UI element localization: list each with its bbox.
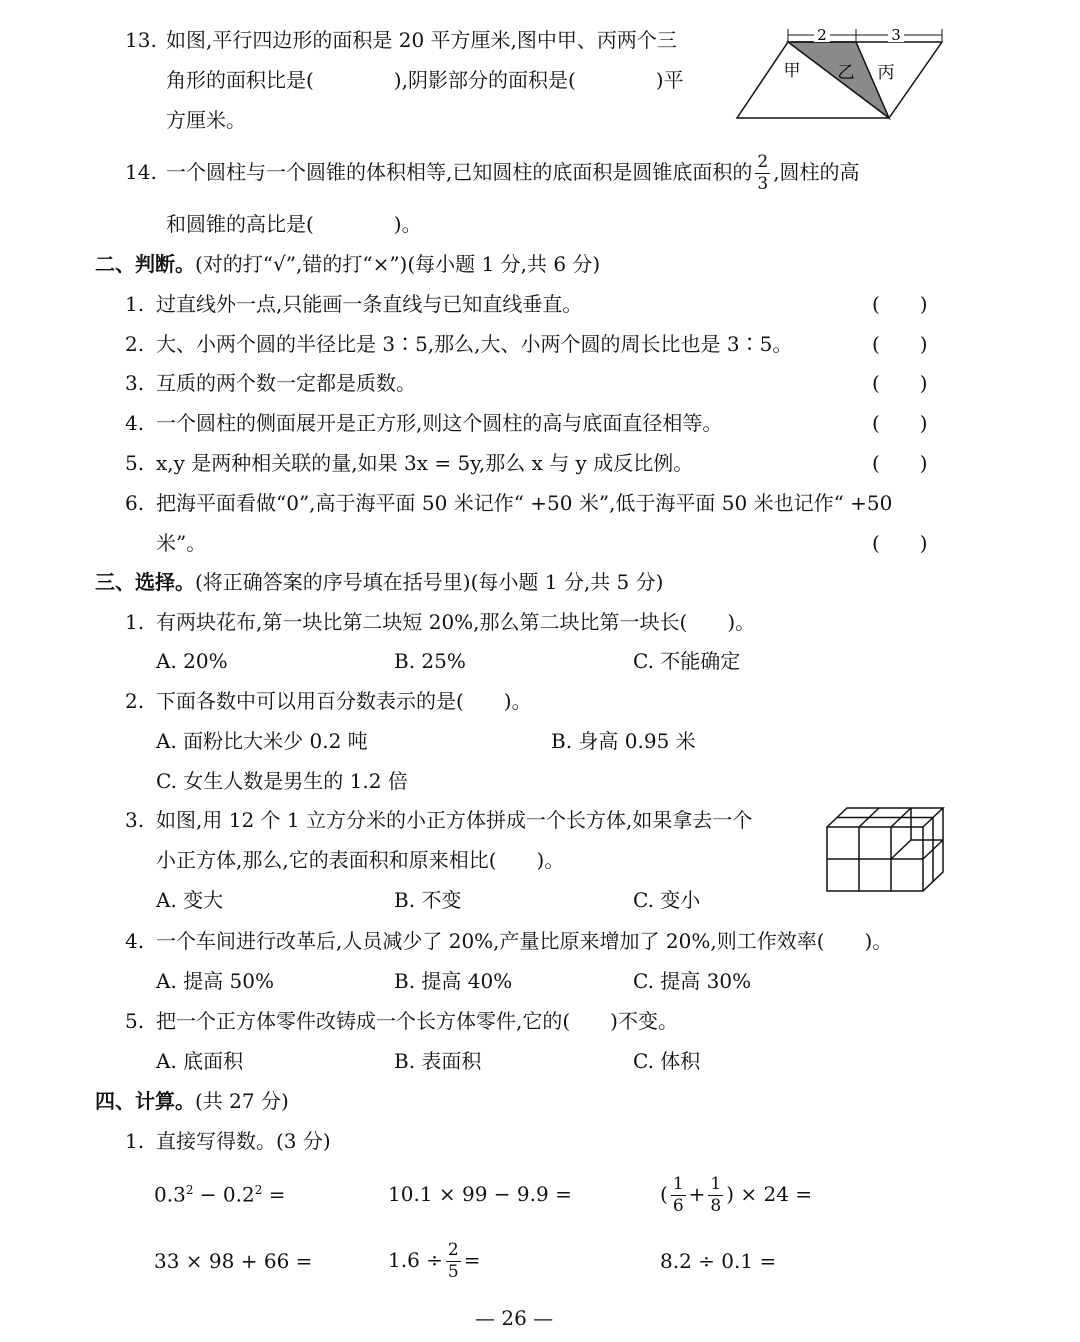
q14-number: 14. [125,160,157,184]
section4-title: 四、计算。 [95,1089,195,1113]
judge1-number: 1. [125,292,145,316]
judge4-number: 4. [125,411,145,435]
choice4-option-b[interactable]: B. 提高 40% [394,969,513,993]
calc1-base1: 0.3 [154,1182,186,1207]
label-jia: 甲 [783,61,801,81]
calc-expression-4: 33 × 98 + 66 = [154,1249,313,1273]
choice1-option-b[interactable]: B. 25% [394,649,466,673]
choice4-option-a[interactable]: A. 提高 50% [156,969,274,993]
judge3-text: 互质的两个数一定都是质数。 [156,371,416,395]
frac-numerator: 2 [447,1240,459,1260]
judge6-text-line2: 米”。 [156,531,207,555]
judge3-answer-paren[interactable]: ( ) [872,371,928,395]
q14-line1-pre: 一个圆柱与一个圆锥的体积相等,已知圆柱的底面积是圆锥底面积的 [166,160,753,184]
judge2-number: 2. [125,332,145,356]
choice2-option-b[interactable]: B. 身高 0.95 米 [551,729,696,753]
choice4-option-c[interactable]: C. 提高 30% [633,969,752,993]
choice2-text: 下面各数中可以用百分数表示的是( )。 [156,689,532,713]
cuboid-figure [822,802,946,896]
q13-line1: 如图,平行四边形的面积是 20 平方厘米,图中甲、丙两个三 [166,28,677,52]
frac-numerator: 1 [710,1174,722,1194]
choice1-text: 有两块花布,第一块比第二块短 20%,那么第二块比第一块长( )。 [156,610,756,634]
calc3-close: ) × 24 = [726,1182,813,1206]
section4-note: (共 27 分) [195,1089,289,1113]
choice5-option-b[interactable]: B. 表面积 [394,1049,482,1073]
fraction-two-fifths [446,1242,461,1281]
judge6-number: 6. [125,491,145,515]
calc1-number: 1. [125,1129,145,1153]
section4-heading [95,1091,289,1111]
calc-expression-2: 10.1 × 99 − 9.9 = [388,1182,572,1206]
choice5-text: 把一个正方体零件改铸成一个长方体零件,它的( )不变。 [156,1009,678,1033]
section2-note: (对的打“√”,错的打“×”)(每小题 1 分,共 6 分) [195,252,601,276]
judge5-answer-paren[interactable]: ( ) [872,451,928,475]
page-number: — 26 — [475,1306,554,1330]
calc3-plus: + [688,1182,706,1206]
judge3-number: 3. [125,371,145,395]
choice2-number: 2. [125,689,145,713]
choice3-line1: 如图,用 12 个 1 立方分米的小正方体拼成一个长方体,如果拿去一个 [156,808,753,832]
dim-label-2: 2 [817,26,827,44]
calc1-text: 直接写得数。(3 分) [156,1129,331,1153]
judge6-answer-paren[interactable]: ( ) [872,531,928,555]
q13-line2: 角形的面积比是( ),阴影部分的面积是( )平 [166,68,684,92]
frac-numerator: 1 [672,1174,684,1194]
choice1-option-c[interactable]: C. 不能确定 [633,649,741,673]
choice1-number: 1. [125,610,145,634]
section3-note: (将正确答案的序号填在括号里)(每小题 1 分,共 5 分) [195,570,664,594]
q14-line1 [166,146,860,198]
section2-heading [95,254,600,274]
calc5-post: = [463,1248,481,1272]
frac-denominator: 3 [757,174,769,194]
calc1-mid: − 0.2 [193,1182,255,1207]
choice3-number: 3. [125,808,145,832]
label-yi: 乙 [837,63,855,83]
choice2-option-c[interactable]: C. 女生人数是男生的 1.2 倍 [156,769,408,793]
judge5-text: x,y 是两种相关联的量,如果 3x = 5y,那么 x 与 y 成反比例。 [156,451,694,475]
fraction-one-sixth [671,1176,686,1215]
calc-expression-5 [388,1236,481,1284]
choice5-number: 5. [125,1009,145,1033]
judge6-text: 把海平面看做“0”,高于海平面 50 米记作“ +50 米”,低于海平面 50 米也记作“ +50 [156,491,893,515]
calc5-pre: 1.6 ÷ [388,1248,443,1272]
frac-numerator: 2 [757,152,769,172]
choice4-number: 4. [125,929,145,953]
label-bing: 丙 [877,63,895,83]
q13-line3: 方厘米。 [166,108,246,132]
choice3-option-c[interactable]: C. 变小 [633,888,701,912]
choice3-line2: 小正方体,那么,它的表面积和原来相比( )。 [156,848,565,872]
choice2-option-a[interactable]: A. 面粉比大米少 0.2 吨 [156,729,368,753]
q13-number: 13. [125,28,157,52]
choice5-option-c[interactable]: C. 体积 [633,1049,701,1073]
calc1-end: = [262,1182,286,1207]
fraction-one-eighth [708,1176,723,1215]
section2-title: 二、判断。 [95,252,195,276]
choice3-option-a[interactable]: A. 变大 [156,888,224,912]
judge1-text: 过直线外一点,只能画一条直线与已知直线垂直。 [156,292,583,316]
frac-denominator: 6 [672,1196,684,1216]
judge2-text: 大、小两个圆的半径比是 3∶5,那么,大、小两个圆的周长比也是 3∶5。 [156,332,793,356]
q14-line1-post: ,圆柱的高 [773,160,860,184]
judge5-number: 5. [125,451,145,475]
calc1-exp2: 2 [254,1183,263,1197]
fraction-two-thirds [755,154,770,193]
choice4-text: 一个车间进行改革后,人员减少了 20%,产量比原来增加了 20%,则工作效率( )。 [156,929,893,953]
calc1-exp1: 2 [185,1183,194,1197]
choice5-option-a[interactable]: A. 底面积 [156,1049,244,1073]
choice1-option-a[interactable]: A. 20% [156,649,228,673]
section3-title: 三、选择。 [95,570,195,594]
judge2-answer-paren[interactable]: ( ) [872,332,928,356]
parallelogram-figure [730,20,950,125]
q14-line2: 和圆锥的高比是( )。 [166,212,422,236]
calc-expression-1 [154,1184,286,1205]
calc-expression-6: 8.2 ÷ 0.1 = [660,1249,777,1273]
section3-heading [95,572,663,592]
calc3-open-paren: ( [660,1182,668,1206]
choice3-option-b[interactable]: B. 不变 [394,888,462,912]
judge1-answer-paren[interactable]: ( ) [872,292,928,316]
frac-denominator: 8 [710,1196,722,1216]
calc-expression-3 [660,1170,812,1218]
frac-denominator: 5 [447,1262,459,1282]
dim-label-3: 3 [891,26,901,44]
judge4-text: 一个圆柱的侧面展开是正方形,则这个圆柱的高与底面直径相等。 [156,411,723,435]
judge4-answer-paren[interactable]: ( ) [872,411,928,435]
